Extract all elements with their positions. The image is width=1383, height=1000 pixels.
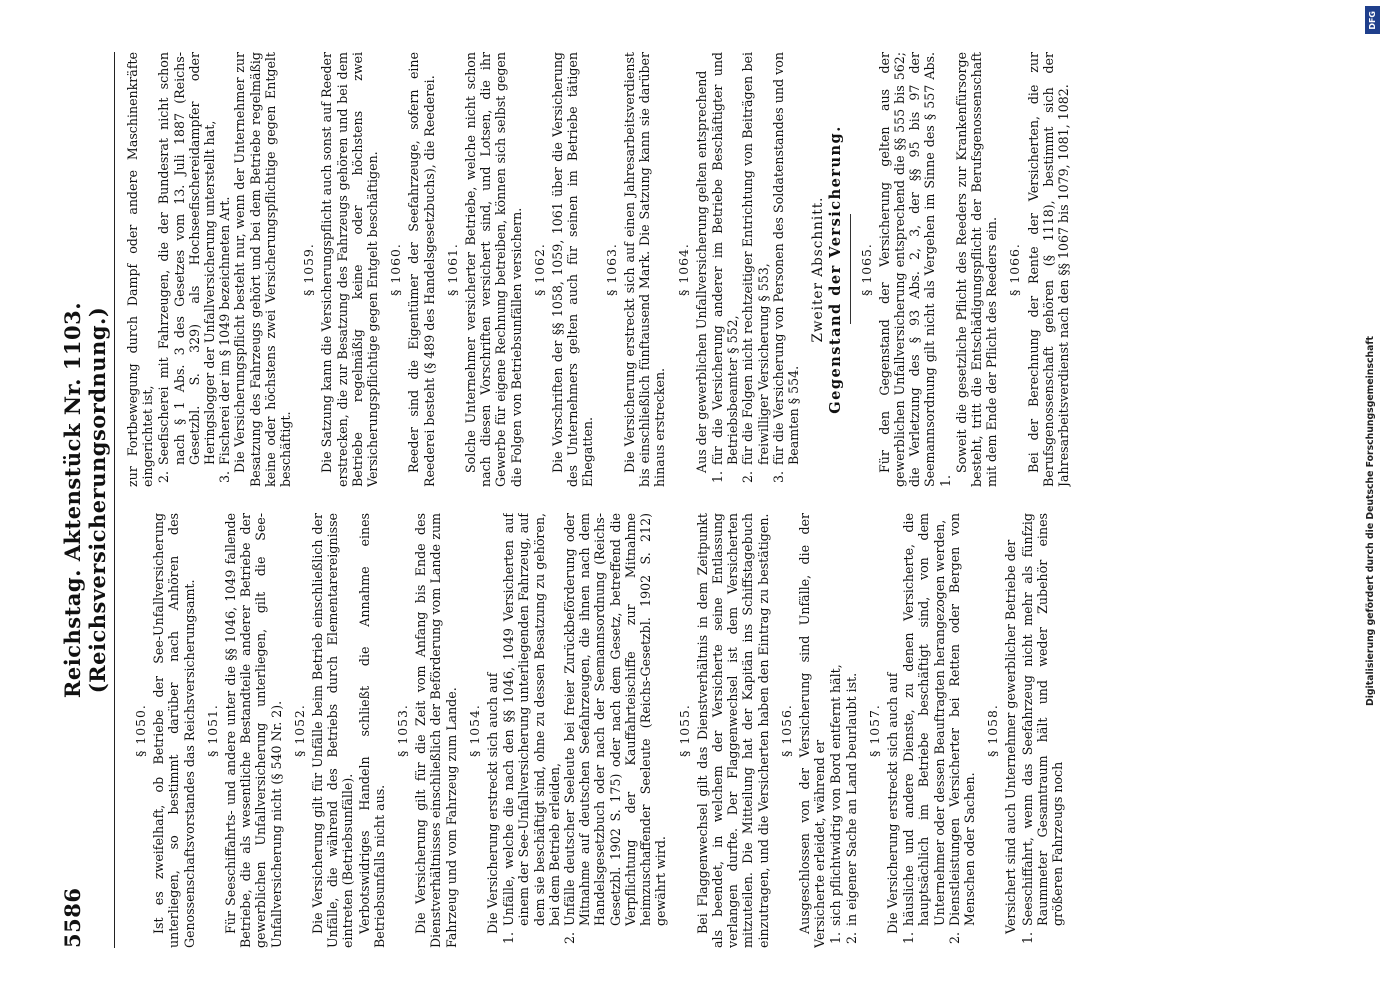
text-columns <box>125 52 1305 948</box>
item-text: Dienstleistungen Versicherter bei Retten oder Bergen von Menschen oder Sachen. <box>946 513 977 926</box>
item-text: sich pflichtwidrig von Bord entfernt hält, <box>828 664 844 926</box>
section-heading: § 1055. <box>676 704 692 757</box>
item-number: 3. <box>217 470 233 483</box>
item-number: 1. <box>901 931 917 944</box>
right-column <box>125 52 1305 487</box>
item-number: 2. <box>156 470 172 483</box>
item-text: für die Versicherung von Personen des Soldatenstandes und von Beamten § 554. <box>770 52 801 465</box>
enumerated-item <box>501 513 562 948</box>
paragraph: zur Fortbewegung durch Dampf oder andere Maschinenkräfte eingerichtet ist, <box>125 52 156 487</box>
list-item <box>501 513 562 948</box>
paragraph: Solche Unternehmer versicherter Betriebe, welche nicht schon nach diesen Vorschriften versichert sind, und Lotsen, die ihr Gewerbe für eigene Rechnung betreiben, können sich selbst gegen die Folgen von Betriebsunfällen versichern. <box>463 52 524 487</box>
enumerated-item <box>217 52 232 487</box>
dfg-logo-icon <box>1365 6 1380 34</box>
paragraph: Die Vorschriften der §§ 1058, 1059, 1061 über die Versicherung des Unternehmers gelten auch für seinen im Betriebe tätigen Ehegatten. <box>550 52 596 487</box>
section-heading: § 1058. <box>985 704 1001 757</box>
page-header <box>60 52 115 948</box>
section-heading: § 1053. <box>395 704 411 757</box>
paragraph: Reeder sind die Eigentümer der Seefahrzeuge, sofern eine Reederei besteht (§ 489 des Handelsgesetzbuchs), die Reederei. <box>406 52 437 487</box>
paragraph: Versichert sind auch Unternehmer gewerblicher Betriebe der <box>1003 539 1019 934</box>
paragraph: Soweit die gesetzliche Pflicht des Reeders zur Krankenfürsorge besteht, tritt die Entschädigungspflicht der Berufsgenossenschaft mit dem Ende der Pflicht des Reeders ein. <box>953 52 1000 487</box>
paragraph: Die Versicherung erstreckt sich auch auf <box>884 672 900 934</box>
list-item <box>901 513 947 948</box>
item-text: Fischerei der im § 1049 bezeichneten Art. <box>217 196 233 465</box>
section-heading: § 1050. <box>133 704 148 757</box>
paragraph: Die Versicherungspflicht besteht nur, wenn der Unternehmer zur Besatzung des Fahrzeugs gehört und bei dem Betriebe regelmäßig keine oder höchstens zwei Versicherungspflichtige gegen Entgelt beschäftigt. <box>232 52 294 487</box>
item-text: in eigener Sache an Land beurlaubt ist. <box>843 672 859 926</box>
item-text: Seeschiffahrt, wenn das Seefahrzeug nicht mehr als fünfzig Raummeter Gesamtraum hält und weder Zubehör eines größeren Fahrzeugs noch <box>1019 513 1065 926</box>
section-heading: § 1061. <box>444 243 460 296</box>
list-item <box>1020 513 1066 948</box>
item-number: 1. <box>709 470 725 483</box>
list-item <box>156 52 217 487</box>
list-item <box>828 513 843 948</box>
item-number: 3. <box>770 470 786 483</box>
section-heading: § 1066. <box>1007 243 1023 296</box>
paragraph: Für Seeschiffahrts- und andere unter die §§ 1046, 1049 fallende Betriebe, die als wesentliche Bestandteile anderer Betriebe der gewerblichen Unfallversicherung unterliegen, gilt die See-Unfallversicherung nicht (§ 540 Nr. 2). <box>223 513 284 948</box>
paragraph: Bei der Berechnung der Rente der Versicherten, die zur Berufsgenossenschaft gehören (§ 1118), bestimmt sich der Jahresarbeitsverdienst nach den §§ 1067 bis 1079, 1081, 1082. <box>1025 52 1071 487</box>
item-number: 1. <box>828 931 844 944</box>
item-number: 2. <box>946 931 962 944</box>
list-item <box>947 513 977 948</box>
item-number: 2. <box>740 470 756 483</box>
part-heading: Zweiter Abschnitt. <box>810 196 827 343</box>
section-heading: § 1054. <box>466 704 482 757</box>
dfg-logo-text: DFG <box>1368 10 1377 30</box>
paragraph: Ausgeschlossen von der Versicherung sind Unfälle, die der Versicherte erleidet, während er <box>796 513 828 948</box>
paragraph: Die Versicherung gilt für Unfälle beim Betrieb einschließlich der Unfälle, die während des Betriebs durch Elementarereignisse eintreten (Betriebsunfälle). <box>310 513 356 948</box>
paragraph: Für den Gegenstand der Versicherung gelten aus der gewerblichen Unfallversicherung entsprechend die §§ 555 bis 562; die Verletzung des § 93 Abs. 2, 3, der §§ 95 bis 97 der Seemannsordnung gilt nicht als Vergehen im Sinne des § 557 Abs. 1. <box>876 52 953 487</box>
section-heading: § 1052. <box>291 704 307 757</box>
item-text: Seefischerei mit Fahrzeugen, die der Bundesrat nicht schon nach § 1 Abs. 3 des Gesetzes vom 13. Juli 1887 (Reichs-Gesetzbl. S. 329) als Hochseefischereidampfer oder Heringslogger der Unfallversicherung unterstellt hat, <box>156 52 218 465</box>
enumerated-item <box>947 513 977 948</box>
section-heading: § 1059. <box>301 243 317 296</box>
section-heading: § 1056. <box>778 704 794 757</box>
enumerated-item <box>156 52 217 487</box>
item-number: 1. <box>501 931 517 944</box>
paragraph: Verbotswidriges Handeln schließt die Annahme eines Betriebsunfalls nicht aus. <box>356 513 387 948</box>
paragraph: Die Versicherung erstreckt sich auch auf <box>485 672 501 934</box>
enumerated-item <box>562 513 668 948</box>
enumerated-item <box>1020 513 1066 948</box>
paragraph: Die Satzung kann die Versicherungspflicht auch sonst auf Reeder erstrecken, die zur Besatzung des Fahrzeugs gehören und bei dem Betriebe regelmäßig keine oder höchstens zwei Versicherungspflichtige gegen Entgelt beschäftigen. <box>319 52 381 487</box>
paragraph: Bei Flaggenwechsel gilt das Dienstverhältnis in dem Zeitpunkt als beendet, in welchem der Versicherte seine Entlassung verlangen durfte. Der Flaggenwechsel ist dem Versicherten mitzuteilen. Die Mitteilung hat der Kapitän ins Schiffstagebuch einzutragen, und die Versicherten haben den Eintrag zu bestätigen. <box>694 513 771 948</box>
chapter-title: Gegenstand der Versicherung. <box>827 125 845 414</box>
paragraph: Aus der gewerblichen Unfallversicherung gelten entsprechend <box>693 70 709 473</box>
item-number: 2. <box>843 931 859 944</box>
paragraph: Die Versicherung gilt für die Zeit vom Anfang bis Ende des Dienstverhältnisses einschließlich der Beförderung vom Lande zum Fahrzeug und vom Fahrzeug zum Lande. <box>413 513 459 948</box>
section-heading: § 1064. <box>675 243 691 296</box>
paragraph: Die Versicherung erstreckt sich auf einen Jahresarbeitsverdienst bis einschließlich fünftausend Mark. Die Satzung kann sie darüber hinaus erstrecken. <box>621 52 668 487</box>
section-heading: § 1060. <box>388 243 404 296</box>
enumerated-item <box>844 513 859 948</box>
list-item <box>217 52 232 487</box>
section-heading: § 1063. <box>603 243 619 296</box>
enumerated-item <box>710 52 740 487</box>
left-column <box>125 513 1305 948</box>
paragraph: Ist es zweifelhaft, ob Betriebe der See-Unfallversicherung unterliegen, so bestimmt darüber nach Anhören des Genossenschaftsvorstandes das Reichsversicherungsamt. <box>151 513 197 948</box>
section-heading: § 1065. <box>858 243 874 296</box>
section-heading: § 1057. <box>866 704 882 757</box>
item-text: für die Versicherung anderer im Betriebe Beschäftigter und Betriebsbeamter § 552, <box>709 52 741 465</box>
item-text: häusliche und andere Dienste, zu denen Versicherte, die hauptsächlich im Betriebe beschäftigt sind, von dem Unternehmer oder dessen Beauftragten herangezogen werden, <box>901 513 947 926</box>
page-number: 5586 <box>60 887 85 948</box>
list-item <box>740 52 770 487</box>
list-item <box>710 52 740 487</box>
section-heading: § 1051. <box>204 704 220 757</box>
enumerated-item <box>771 52 801 487</box>
item-text: Unfälle, welche die nach den §§ 1046, 1049 Versicherten auf einem der See-Unfallversicherung unterliegenden Fahrzeug, auf dem sie beschäftigt sind, ohne zu dessen Besatzung zu gehören, bei dem Betrieb erleiden, <box>501 513 562 926</box>
item-text: für die Folgen nicht rechtzeitiger Entrichtung von Beiträgen bei freiwilliger Versicherung § 553, <box>740 52 771 465</box>
item-text: Unfälle deutscher Seeleute bei freier Zurückbeförderung oder Mitnahme auf deutschen Seefahrzeugen, die ihnen nach dem Handelsgesetzbuch oder nach der Seemannsordnung (Reichs-Gesetzbl. 1902 S. 175) oder nach dem Gesetz, betreffend die Verpflichtung der Kauffahrteischiffe zur Mitnahme heimzuschaffender Seeleute (Reichs-Gesetzbl. 1902 S. 212) gewährt wird. <box>562 513 669 926</box>
running-title: Reichstag. Aktenstück Nr. 1103. (Reichsversicherungsordnung.) <box>60 301 110 699</box>
list-item <box>562 513 668 948</box>
item-number: 2. <box>562 931 578 944</box>
divider <box>850 215 851 325</box>
section-heading: § 1062. <box>531 243 547 296</box>
enumerated-item <box>740 52 770 487</box>
list-item <box>844 513 859 948</box>
item-number: 1. <box>1019 931 1035 944</box>
list-item <box>771 52 801 487</box>
digitization-credit: Digitalisierung gefördert durch die Deutsche Forschungsgemeinschaft <box>1365 336 1376 706</box>
enumerated-item <box>828 513 843 948</box>
enumerated-item <box>901 513 947 948</box>
